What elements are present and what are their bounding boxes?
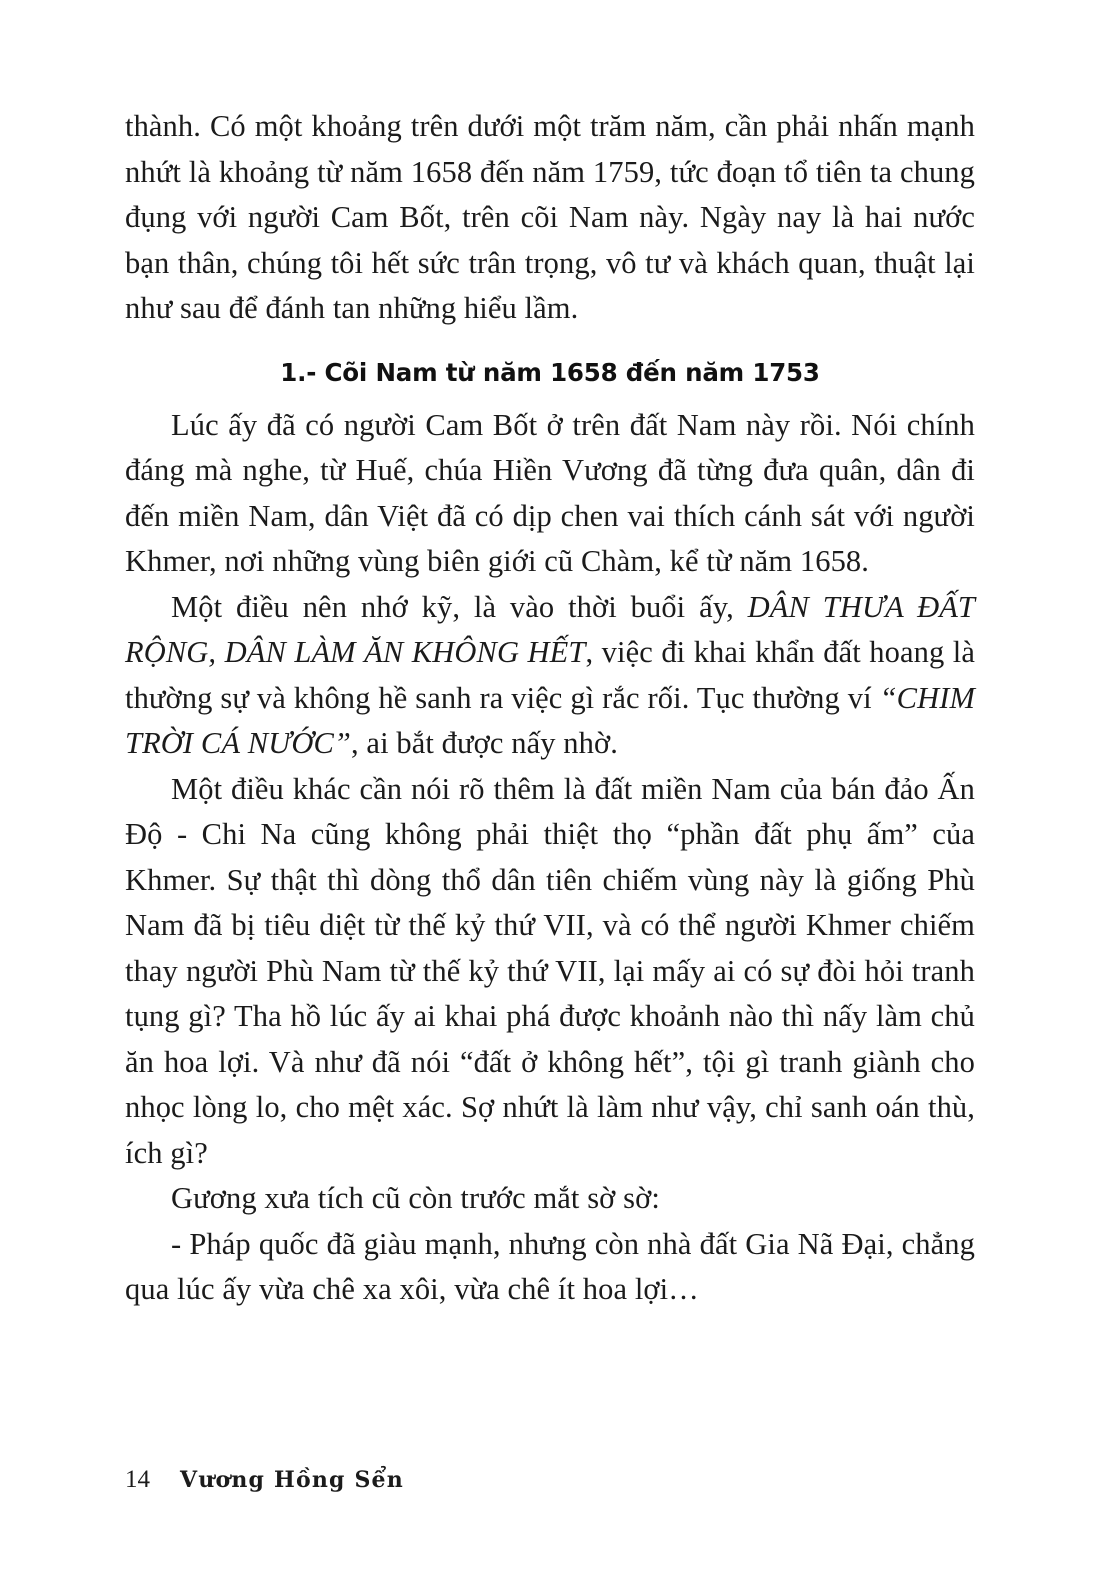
- emphasis-phrase-2: “CHIM TRỜI CÁ NƯỚC”: [125, 680, 975, 760]
- paragraph-5: - Pháp quốc đã giàu mạnh, nhưng còn nhà đất Gia Nã Đại, chẳng qua lúc ấy vừa chê xa xôi, vừa chê ít hoa lợi…: [125, 1226, 975, 1306]
- paragraph-2: [125, 585, 975, 767]
- page-body: [125, 104, 975, 1313]
- emphasis-phrase-1: DÂN THƯA ĐẤT RỘNG, DÂN LÀM ĂN KHÔNG HẾT: [125, 589, 975, 669]
- running-author: Vương Hồng Sển: [180, 1467, 404, 1493]
- page-footer: [125, 1466, 975, 1494]
- paragraph-continuation: thành. Có một khoảng trên dưới một trăm năm, cần phải nhấn mạnh nhứt là khoảng từ năm 1658 đến năm 1759, tức đoạn tổ tiên ta chung đụng với người Cam Bốt, trên cõi Nam này. Ngày nay là hai nước bạn thân, chúng tôi hết sức trân trọng, vô tư và khách quan, thuật lại như sau để đánh tan những hiểu lầm.: [125, 109, 975, 325]
- paragraph-1: Lúc ấy đã có người Cam Bốt ở trên đất Nam này rồi. Nói chính đáng mà nghe, từ Huế, chúa Hiền Vương đã từng đưa quân, dân đi đến miền Nam, dân Việt đã có dịp chen vai thích cánh sát với người Khmer, nơi những vùng biên giới cũ Chàm, kể từ năm 1658.: [125, 407, 975, 578]
- page-number: 14: [125, 1466, 150, 1493]
- paragraph-4: Gương xưa tích cũ còn trước mắt sờ sờ:: [171, 1181, 660, 1215]
- paragraph-2-text-a: Một điều nên nhớ kỹ, là vào thời buổi ấy,: [171, 589, 748, 624]
- section-heading: 1.- Cõi Nam từ năm 1658 đến năm 1753: [280, 357, 820, 387]
- paragraph-2-text-b: , việc đi khai khẩn đất hoang là thường sự và không hề sanh ra việc gì rắc rối. Tục thường ví: [125, 635, 975, 715]
- paragraph-3: Một điều khác cần nói rõ thêm là đất miền Nam của bán đảo Ấn Độ - Chi Na cũng không phải thiệt thọ “phần đất phụ ấm” của Khmer. Sự thật thì dòng thổ dân tiên chiếm vùng này là giống Phù Nam đã bị tiêu diệt từ thế kỷ thứ VII, và có thể người Khmer chiếm thay người Phù Nam từ thế kỷ thứ VII, lại mấy ai có sự đòi hỏi tranh tụng gì? Tha hồ lúc ấy ai khai phá được khoảnh nào thì nấy làm chủ ăn hoa lợi. Và như đã nói “đất ở không hết”, tội gì tranh giành cho nhọc lòng lo, cho mệt xác. Sợ nhứt là làm như vậy, chỉ sanh oán thù, ích gì?: [125, 771, 975, 1170]
- paragraph-2-text-c: , ai bắt được nấy nhờ.: [350, 726, 618, 760]
